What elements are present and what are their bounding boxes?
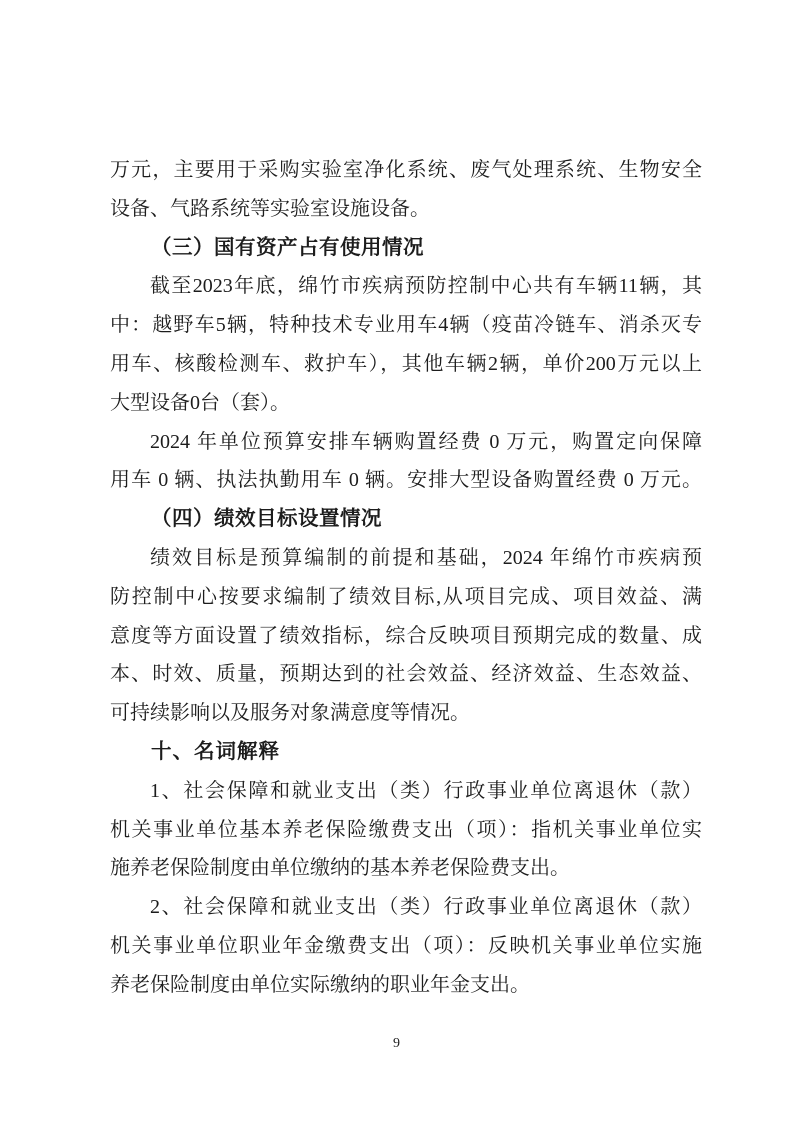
text-line: 本、时效、质量，预期达到的社会效益、经济效益、生态效益、 <box>110 663 702 686</box>
text-line: 养老保险制度由单位实际缴纳的职业年金支出。 <box>110 973 530 996</box>
section-heading-4: （四）绩效目标设置情况 <box>151 508 382 531</box>
text-line: 中：越野车5辆，特种技术专业用车4辆（疫苗冷链车、消杀灭专 <box>110 314 702 337</box>
text-line: 机关事业单位基本养老保险缴费支出（项）：指机关事业单位实 <box>110 818 702 841</box>
text-line: 可持续影响以及服务对象满意度等情况。 <box>110 702 470 725</box>
terms-section-heading: 十、名词解释 <box>151 739 280 763</box>
text-line: 大型设备0台（套）。 <box>110 391 290 414</box>
text-line: 截至2023年底，绵竹市疾病预防控制中心共有车辆11辆，其 <box>150 275 702 298</box>
text-line: 施养老保险制度由单位缴纳的基本养老保险费支出。 <box>110 857 570 880</box>
document-body <box>110 151 702 1005</box>
text-line: 用车 0 辆、执法执勤用车 0 辆。安排大型设备购置经费 0 万元。 <box>110 469 702 492</box>
text-line: 设备、气路系统等实验室设施设备。 <box>110 197 430 220</box>
text-line: 1、社会保障和就业支出（类）行政事业单位离退休（款） <box>150 779 702 802</box>
text-line: 万元，主要用于采购实验室净化系统、废气处理系统、生物安全 <box>110 159 702 181</box>
page-number: 9 <box>393 1036 400 1051</box>
text-line: 2、社会保障和就业支出（类）行政事业单位离退休（款） <box>150 896 702 919</box>
text-line: 防控制中心按要求编制了绩效目标,从项目完成、项目效益、满 <box>110 585 702 608</box>
section-heading-3: （三）国有资产占有使用情况 <box>151 236 424 259</box>
text-line: 2024 年单位预算安排车辆购置经费 0 万元，购置定向保障 <box>150 430 702 453</box>
text-line: 意度等方面设置了绩效指标，综合反映项目预期完成的数量、成 <box>110 624 702 647</box>
text-line: 绩效目标是预算编制的前提和基础，2024 年绵竹市疾病预 <box>150 546 702 569</box>
text-line: 机关事业单位职业年金缴费支出（项）：反映机关事业单位实施 <box>110 934 702 957</box>
text-line: 用车、核酸检测车、救护车），其他车辆2辆，单价200万元以上 <box>110 352 702 375</box>
